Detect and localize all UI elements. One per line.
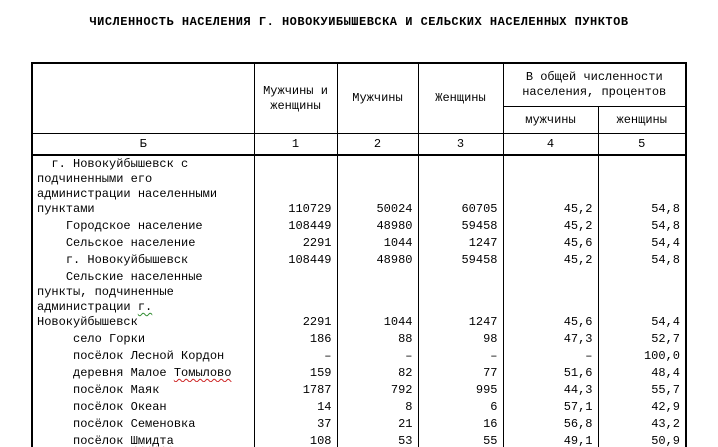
table-row <box>32 155 686 218</box>
value-cell: 42,9 <box>598 399 686 416</box>
value-cell: 54,4 <box>598 269 686 331</box>
table-row <box>32 269 686 331</box>
value-cell: 55,7 <box>598 382 686 399</box>
value-cell: 16 <box>418 416 503 433</box>
row-label-cell: деревня Малое Томылово <box>32 365 254 382</box>
value-cell: 1787 <box>254 382 337 399</box>
value-cell: 45,6 <box>503 235 598 252</box>
index-cell-b: Б <box>32 134 254 156</box>
value-cell: 45,6 <box>503 269 598 331</box>
value-cell: 108449 <box>254 252 337 269</box>
row-label-cell: посёлок Шмидта <box>32 433 254 447</box>
value-cell: 54,8 <box>598 252 686 269</box>
value-cell: – <box>337 348 418 365</box>
misspelled-word: Шмидта <box>130 434 174 447</box>
value-cell: 45,2 <box>503 252 598 269</box>
table-row <box>32 382 686 399</box>
table-row <box>32 399 686 416</box>
value-cell: 1044 <box>337 269 418 331</box>
value-cell: 82 <box>337 365 418 382</box>
column-index-row <box>32 134 686 156</box>
value-cell: 49,1 <box>503 433 598 447</box>
header-empty-cell <box>32 63 254 134</box>
value-cell: 50,9 <box>598 433 686 447</box>
header-share-of-total: В общей численности населения, процентов <box>503 63 686 107</box>
value-cell: – <box>254 348 337 365</box>
value-cell: 159 <box>254 365 337 382</box>
table-row <box>32 365 686 382</box>
misspelled-word: Томылово <box>173 366 232 380</box>
table-row <box>32 416 686 433</box>
value-cell: 60705 <box>418 155 503 218</box>
value-cell: 48980 <box>337 218 418 235</box>
table-row <box>32 433 686 447</box>
index-cell-5: 5 <box>598 134 686 156</box>
value-cell: 88 <box>337 331 418 348</box>
value-cell: 1044 <box>337 235 418 252</box>
table-row <box>32 235 686 252</box>
value-cell: 110729 <box>254 155 337 218</box>
value-cell: 792 <box>337 382 418 399</box>
value-cell: 53 <box>337 433 418 447</box>
index-cell-2: 2 <box>337 134 418 156</box>
value-cell: 108449 <box>254 218 337 235</box>
value-cell: – <box>418 348 503 365</box>
value-cell: 2291 <box>254 269 337 331</box>
value-cell: 45,2 <box>503 218 598 235</box>
value-cell: 43,2 <box>598 416 686 433</box>
value-cell: 47,3 <box>503 331 598 348</box>
row-label-cell: Сельские населенные пункты, подчиненные администрации г. Новокуйбышевск <box>32 269 254 331</box>
value-cell: 2291 <box>254 235 337 252</box>
value-cell: 54,8 <box>598 218 686 235</box>
value-cell: 56,8 <box>503 416 598 433</box>
row-label-cell: посёлок Лесной Кордон <box>32 348 254 365</box>
value-cell: 995 <box>418 382 503 399</box>
index-cell-3: 3 <box>418 134 503 156</box>
value-cell: 45,2 <box>503 155 598 218</box>
row-label-cell: г. Новокуйбышевск <box>32 252 254 269</box>
row-label-cell: Сельское население <box>32 235 254 252</box>
value-cell: – <box>503 348 598 365</box>
value-cell: 98 <box>418 331 503 348</box>
value-cell: 57,1 <box>503 399 598 416</box>
value-cell: 21 <box>337 416 418 433</box>
header-women: Женщины <box>418 63 503 134</box>
value-cell: 52,7 <box>598 331 686 348</box>
header-men: Мужчины <box>337 63 418 134</box>
grammar-flagged-word: г. <box>137 300 153 314</box>
value-cell: 54,8 <box>598 155 686 218</box>
value-cell: 108 <box>254 433 337 447</box>
value-cell: 1247 <box>418 269 503 331</box>
value-cell: 50024 <box>337 155 418 218</box>
value-cell: 6 <box>418 399 503 416</box>
value-cell: 14 <box>254 399 337 416</box>
population-table <box>31 62 687 447</box>
table-row <box>32 252 686 269</box>
table-row <box>32 348 686 365</box>
value-cell: 55 <box>418 433 503 447</box>
value-cell: 59458 <box>418 218 503 235</box>
row-label-cell: г. Новокуйбышевск с подчиненными его администрации населенными пунктами <box>32 155 254 218</box>
document-title: ЧИСЛЕННОСТЬ НАСЕЛЕНИЯ Г. НОВОКУИБЫШЕВСКА И СЕЛЬСКИХ НАСЕЛЕННЫХ ПУНКТОВ <box>89 15 629 29</box>
value-cell: 186 <box>254 331 337 348</box>
value-cell: 51,6 <box>503 365 598 382</box>
row-label-cell: село Горки <box>32 331 254 348</box>
value-cell: 37 <box>254 416 337 433</box>
row-label-cell: посёлок Семеновка <box>32 416 254 433</box>
value-cell: 48980 <box>337 252 418 269</box>
header-men-and-women: Мужчины и женщины <box>254 63 337 134</box>
value-cell: 44,3 <box>503 382 598 399</box>
row-label-cell: Городское население <box>32 218 254 235</box>
table-row <box>32 218 686 235</box>
row-label-cell: посёлок Маяк <box>32 382 254 399</box>
value-cell: 59458 <box>418 252 503 269</box>
index-cell-4: 4 <box>503 134 598 156</box>
index-cell-1: 1 <box>254 134 337 156</box>
value-cell: 8 <box>337 399 418 416</box>
table-row <box>32 331 686 348</box>
header-share-women: женщины <box>598 107 686 134</box>
value-cell: 77 <box>418 365 503 382</box>
row-label-cell: посёлок Океан <box>32 399 254 416</box>
header-share-men: мужчины <box>503 107 598 134</box>
table-header <box>32 63 686 155</box>
table-body <box>32 155 686 447</box>
value-cell: 1247 <box>418 235 503 252</box>
value-cell: 100,0 <box>598 348 686 365</box>
value-cell: 54,4 <box>598 235 686 252</box>
value-cell: 48,4 <box>598 365 686 382</box>
